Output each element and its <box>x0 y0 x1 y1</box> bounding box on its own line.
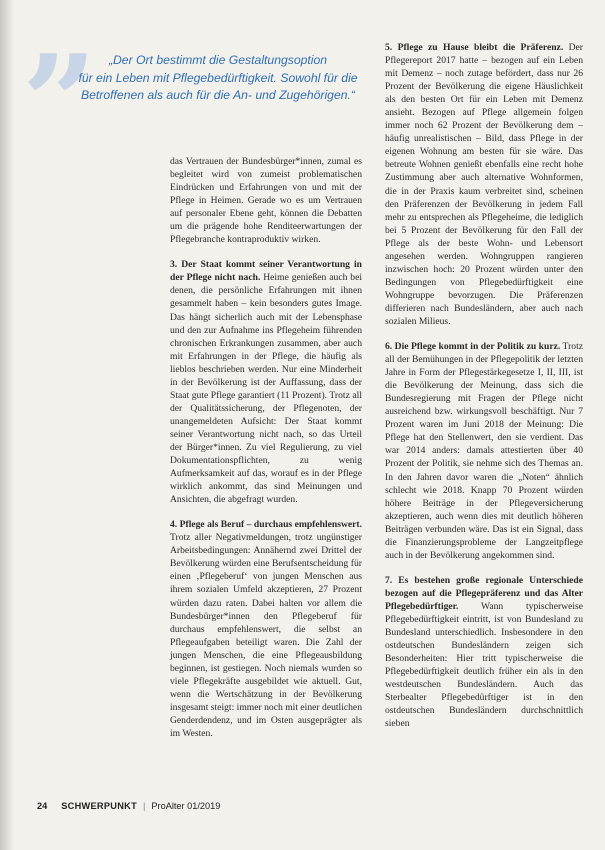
quote-mark-icon: ” <box>22 26 97 179</box>
section-label: SCHWERPUNKT <box>61 801 138 811</box>
paragraph <box>170 518 362 740</box>
pull-quote-line: für ein Leben mit Pflegebedürftigkeit. Sowohl für die <box>78 70 358 85</box>
right-column <box>385 41 583 742</box>
pull-quote-line: Betroffenen als auch für die An- und Zugehörigen.“ <box>81 88 355 103</box>
paragraph-body: Heime genießen auch bei denen, die persönliche Erfahrungen mit ihnen gesammelt haben – kein besonders gutes Image. Das hängt sicherlich auch mit der Lebensphase und den zur Aufnahme ins Pflegeheim führenden chronischen Erkrankungen zusammen, aber auch mit Erfahrungen in der Pflege, die häufig als lieblos beschrieben werden. Nur eine Minderheit in der Bevölkerung ist der Auffassung, dass der Staat gute Pflege garantiert (11 Prozent). Trotz all der Qualitätssicherung, der Pflegenoten, der unangemeldeten Aufsicht: Der Staat kommt seiner Verantwortung nicht nach, so das Urteil der Bürger*innen. Zu viel Regulierung, zu viel Dokumentationspflichten, zu wenig Aufmerksamkeit auf das, worauf es in der Pflege wirklich ankommt, das sind Meinungen und Ansichten, die abgefragt wurden. <box>170 272 362 506</box>
paragraph-heading: 4. Pflege als Beruf – durchaus empfehlenswert. <box>170 519 362 531</box>
page-footer <box>37 801 220 811</box>
paragraph <box>385 574 583 731</box>
paragraph-heading: 6. Die Pflege kommt in der Politik zu kurz. <box>385 341 561 353</box>
paragraph-heading: 3. Der Staat kommt seiner Verantwortung in der Pflege nicht nach. <box>170 259 362 284</box>
paragraph: das Vertrauen der Bundesbürger*innen, zumal es begleitet wird von zumeist problematischen Eindrücken und Erfahrungen von und mit der Pflege in Heimen. Gerade wo es um Vertrauen auf personaler Ebene geht, können die Debatten um die prägende hohe Renditeerwartungen der Pflegebranche kontraproduktiv wirken. <box>170 156 362 246</box>
paragraph <box>385 340 583 562</box>
paragraph <box>385 41 583 328</box>
paragraph <box>170 258 362 506</box>
publication-label: ProAlter 01/2019 <box>151 801 221 811</box>
paragraph-heading: 7. Es bestehen große regionale Unterschiede bezogen auf die Pflegepräferenz und das Alter Pflegebedürftiger. <box>385 574 583 612</box>
pull-quote-line: „Der Ort bestimmt die Gestaltungsoption <box>108 53 328 67</box>
paragraph-body: Trotz aller Negativmeldungen, trotz ungünstiger Arbeitsbedingungen: Annähernd zwei Drittel der Bevölkerung würden eine Berufsentscheidung für einen ‚Pflegeberuf‘ von jungen Menschen aus ihrem sozialen Umfeld akzeptieren, 27 Prozent würden dazu raten. Dabei halten vor allem die Bundesbürger*innen den Pflegeberuf für durchaus empfehlenswert, die selbst an Pflegeaufgaben beteiligt waren. Die Zahl der jungen Menschen, die eine Pflegeausbildung beginnen, ist gestiegen. Noch niemals wurden so viele Pflegekräfte ausgebildet wie aktuell. Gut, wenn die Wertschätzung in der Bevölkerung insgesamt steigt: immer noch mit einer deutlichen Genderdendenz, und im Osten ausgeprägter als im Westen. <box>170 532 362 739</box>
paragraph-body: Wann typischerweise Pflegebedürftigkeit eintritt, ist von Bundesland zu Bundesland unterschiedlich. Insbesondere in den ostdeutschen Bundesländern zeigen sich Besonderheiten: Hier tritt typischerweise die Pflegebedürftigkeit deutlich früher ein als in den westdeutschen Bundesländern. Auch das Sterbealter Pflegebedürftiger ist in den ostdeutschen Bundesländern durchschnittlich sieben <box>385 600 583 730</box>
page-number: 24 <box>37 801 48 811</box>
left-column <box>170 155 362 752</box>
page-edge-shadow <box>0 0 14 850</box>
footer-separator: | <box>143 801 146 811</box>
paragraph-heading: 5. Pflege zu Hause bleibt die Präferenz. <box>385 42 564 53</box>
pull-quote <box>58 52 378 105</box>
paragraph-body: Der Pflegereport 2017 hatte – bezogen auf ein Leben mit Demenz – noch zutage befördert, dass nur 26 Prozent der Bevölkerung die eigene Häuslichkeit als den besten Ort für ein Leben mit Demenz ansieht. Bezogen auf Pflege allgemein folgen immer noch 62 Prozent der Bevölkerung dem – häufig unrealistischen – Bild, dass Pflege in der eigenen Wohnung am besten für sie wäre. Das betreute Wohnen genießt ebenfalls eine recht hohe Zustimmung aber auch alternative Wohnformen, die in der Praxis kaum verbreitet sind, scheinen den Präferenzen der Bevölkerung in jedem Fall mehr zu entsprechen als Pflegeheime, die lediglich bei 5 Prozent der Bevölkerung für den Fall der Pflege als der beste Wohn- und Lebensort angesehen werden. Wohngruppen rangieren inzwischen hoch: 20 Prozent würden unter den Bedingungen von Pflegebedürftigkeit eine Wohngruppe bevorzugen. Die Präferenzen differieren nach Bundesländern, aber auch nach sozialen Milieus. <box>385 42 583 327</box>
paragraph-body: Trotz all der Bemühungen in der Pflegepolitik der letzten Jahre in Form der Pflegestärkegesetze I, II, III, ist die Bevölkerung der Meinung, dass sich die Bundesregierung mit Fragen der Pflege nicht ausreichend bzw. wirkungsvoll beschäftigt. Nur 7 Prozent waren im Juni 2018 der Meinung: Die Pflege hat den Stellenwert, den sie verdient. Das war 2014 anders: damals attestierten über 40 Prozent der Politik, sie nehme sich des Themas an. In den Jahren davor waren die „Noten“ ähnlich schlecht wie 2018. Knapp 70 Prozent würden höhere Beiträge in der Pflegeversicherung akzeptieren, auch wenn dies mit deutlich höheren Beiträgen verbunden wäre. Das ist ein Signal, dass die Finanzierungsprobleme der Langzeitpflege auch in der Bevölkerung angekommen sind. <box>385 341 583 561</box>
